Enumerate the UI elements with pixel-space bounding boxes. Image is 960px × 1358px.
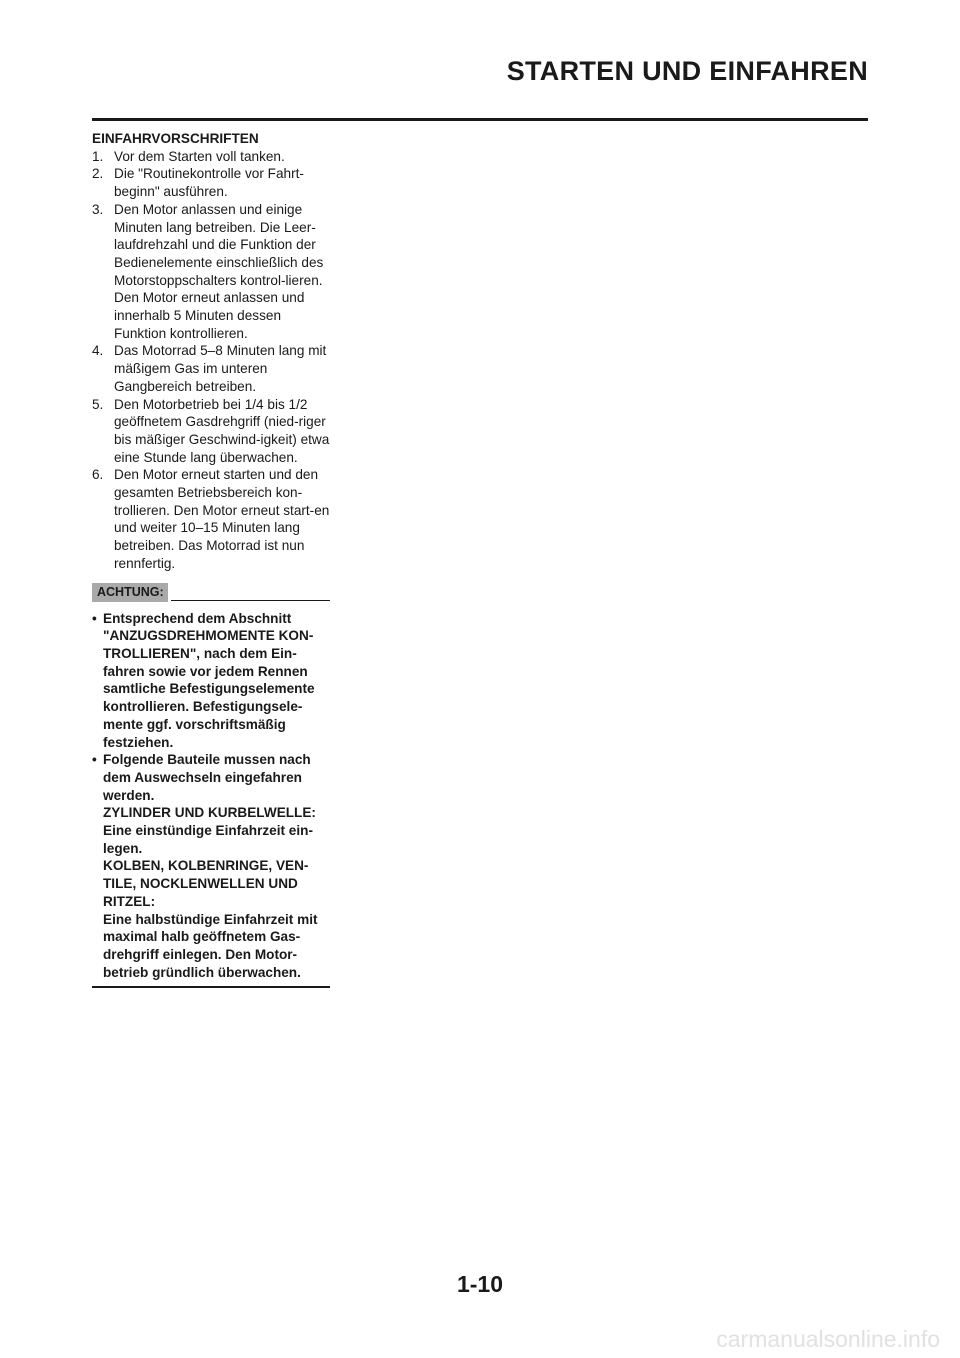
step-text: Den Motorbetrieb bei 1/4 bis 1/2 geöffnetem Gasdrehgriff (nied-riger bis mäßiger Geschwind-igkeit) etwa eine Stunde lang überwachen. bbox=[114, 396, 330, 465]
content-column bbox=[92, 130, 330, 988]
step-text: Den Motor erneut starten und den gesamten Betriebsbereich kon-trollieren. Den Motor erneut start-en und weiter 10–15 Minuten lang betreiben. Das Motorrad ist nun rennfertig. bbox=[114, 467, 330, 571]
step-text: Das Motorrad 5–8 Minuten lang mit mäßigem Gas im unteren Gangbereich betreiben. bbox=[114, 343, 327, 394]
list-item bbox=[92, 396, 330, 467]
step-number: 5. bbox=[92, 396, 104, 412]
step-number: 6. bbox=[92, 467, 104, 483]
step-text: Vor dem Starten voll tanken. bbox=[114, 148, 285, 164]
step-number: 1. bbox=[92, 148, 104, 164]
component-group-title: ZYLINDER UND KURBELWELLE: bbox=[103, 805, 316, 821]
bullet-icon: • bbox=[92, 610, 97, 626]
caution-list bbox=[92, 610, 330, 982]
caution-badge: ACHTUNG: bbox=[92, 583, 168, 602]
caution-intro: Folgende Bauteile mussen nach dem Auswechseln eingefahren werden. bbox=[103, 752, 311, 803]
component-group-text: Eine einstündige Einfahrzeit ein-legen. bbox=[103, 823, 313, 856]
page-title: STARTEN UND EINFAHREN bbox=[506, 56, 868, 86]
caution-end-rule bbox=[92, 986, 330, 988]
caution-rule bbox=[171, 600, 330, 602]
list-item bbox=[92, 466, 330, 572]
step-number: 4. bbox=[92, 343, 104, 359]
component-group-title: KOLBEN, KOLBENRINGE, VEN-TILE, NOCKLENWELLEN UND RITZEL: bbox=[103, 858, 309, 909]
section-heading: EINFAHRVORSCHRIFTEN bbox=[92, 131, 259, 146]
list-item bbox=[92, 165, 330, 200]
step-number: 2. bbox=[92, 166, 104, 182]
caution-header bbox=[92, 583, 330, 601]
caution-item bbox=[92, 610, 330, 752]
bullet-icon: • bbox=[92, 752, 97, 768]
caution-text: Entsprechend dem Abschnitt "ANZUGSDREHMOMENTE KON-TROLLIEREN", nach dem Ein-fahren sowie vor jedem Rennen samtliche Befestigungselemente kontrollieren. Befestigungsele-mente ggf. vorschriftsmäßig festziehen. bbox=[103, 610, 315, 750]
list-item bbox=[92, 148, 330, 166]
step-text: Die "Routinekontrolle vor Fahrt-beginn" ausführen. bbox=[114, 166, 304, 200]
step-text: Den Motor anlassen und einige Minuten lang betreiben. Die Leer-laufdrehzahl und die Funktion der Bedienelemente einschließlich des Motorstoppschalters kontrol-lieren. Den Motor erneut anlassen und innerhalb 5 Minuten dessen Funktion kontrollieren. bbox=[114, 201, 324, 341]
caution-item bbox=[92, 751, 330, 981]
watermark: carmanualsonline.info bbox=[716, 1326, 940, 1352]
list-item bbox=[92, 201, 330, 343]
header-rule bbox=[92, 118, 868, 121]
step-number: 3. bbox=[92, 201, 104, 217]
page-number: 1-10 bbox=[456, 1271, 504, 1297]
list-item bbox=[92, 342, 330, 395]
component-group-text: Eine halbstündige Einfahrzeit mit maximal halb geöffnetem Gas-drehgriff einlegen. Den Motor-betrieb gründlich überwachen. bbox=[103, 911, 318, 980]
steps-list bbox=[92, 148, 330, 573]
